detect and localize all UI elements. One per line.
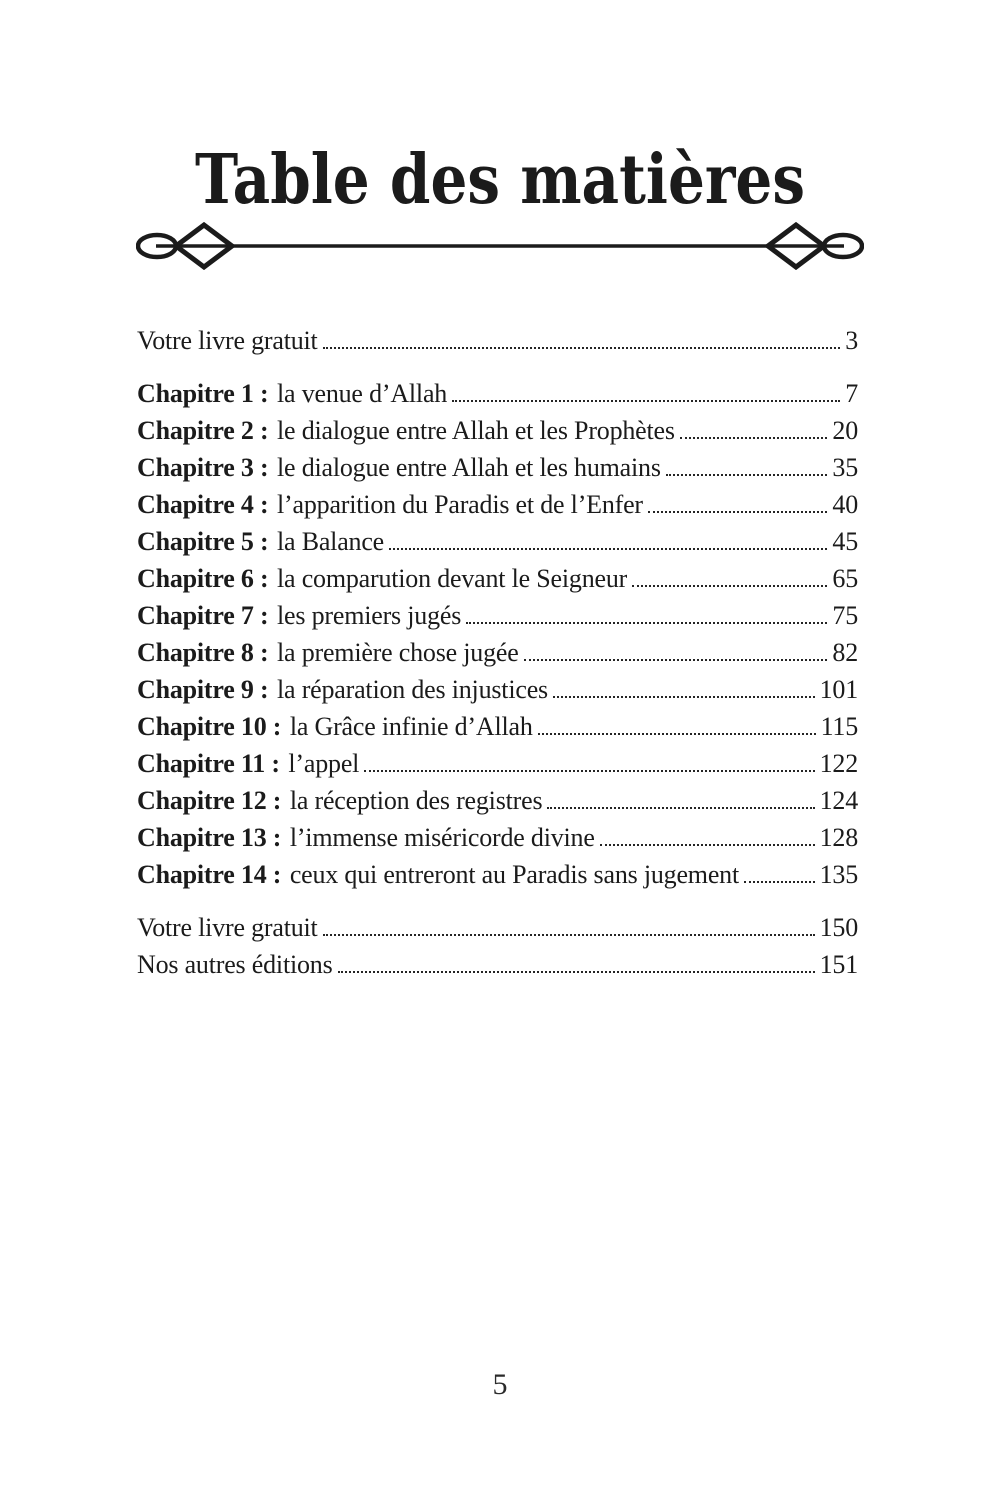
toc-entry <box>137 375 858 412</box>
toc-entry-chapter-label: Chapitre 9 : <box>137 675 269 704</box>
dot-leader <box>323 347 841 349</box>
toc-entry-chapter-label: Chapitre 14 : <box>137 860 282 889</box>
dot-leader <box>466 622 827 624</box>
dot-leader <box>632 585 827 587</box>
toc-entry-title: la Balance <box>277 527 385 556</box>
toc-entry <box>137 819 858 856</box>
toc-entry-chapter-label: Chapitre 10 : <box>137 712 282 741</box>
toc-entry-page-number: 45 <box>832 527 858 556</box>
dot-leader <box>338 971 815 973</box>
table-of-contents <box>137 322 858 983</box>
toc-entry <box>137 449 858 486</box>
toc-entry-page-number: 150 <box>819 913 858 942</box>
toc-entry-page-number: 35 <box>832 453 858 482</box>
toc-entry-page-number: 135 <box>819 860 858 889</box>
toc-entry-page-number: 7 <box>845 379 858 408</box>
toc-entry-title: la venue d’Allah <box>277 379 448 408</box>
ornamental-divider <box>136 222 864 270</box>
toc-entry <box>137 671 858 708</box>
toc-entry <box>137 856 858 893</box>
dot-leader <box>538 733 816 735</box>
toc-entry-chapter-label: Chapitre 4 : <box>137 490 269 519</box>
toc-entry-page-number: 128 <box>819 823 858 852</box>
toc-entry <box>137 946 858 983</box>
toc-entry-page-number: 124 <box>819 786 858 815</box>
dot-leader <box>680 437 828 439</box>
toc-entry-page-number: 151 <box>819 950 858 979</box>
dot-leader <box>452 400 840 402</box>
page-title: Table des matières <box>195 139 805 220</box>
toc-entry-page-number: 101 <box>819 675 858 704</box>
toc-entry-page-number: 115 <box>820 712 858 741</box>
toc-entry-chapter-label: Chapitre 13 : <box>137 823 282 852</box>
toc-entry-title: la première chose jugée <box>277 638 519 667</box>
toc-entry-chapter-label: Chapitre 8 : <box>137 638 269 667</box>
toc-section <box>137 375 858 893</box>
toc-section <box>137 909 858 983</box>
toc-entry-title: le dialogue entre Allah et les humains <box>277 453 661 482</box>
dot-leader <box>553 696 815 698</box>
toc-entry-title: ceux qui entreront au Paradis sans jugement <box>289 860 739 889</box>
toc-entry <box>137 322 858 359</box>
toc-entry <box>137 486 858 523</box>
toc-entry-page-number: 40 <box>832 490 858 519</box>
dot-leader <box>600 844 815 846</box>
toc-entry-title: la Grâce infinie d’Allah <box>289 712 533 741</box>
toc-entry <box>137 597 858 634</box>
toc-entry-page-number: 82 <box>832 638 858 667</box>
toc-entry <box>137 634 858 671</box>
toc-entry-title: la réception des registres <box>289 786 543 815</box>
toc-entry-chapter-label: Chapitre 7 : <box>137 601 269 630</box>
toc-entry-page-number: 3 <box>845 326 858 355</box>
toc-entry <box>137 745 858 782</box>
toc-entry-chapter-label: Chapitre 1 : <box>137 379 269 408</box>
toc-entry-chapter-label: Chapitre 5 : <box>137 527 269 556</box>
footer-page-number: 5 <box>492 1368 508 1401</box>
toc-entry-title: la réparation des injustices <box>277 675 548 704</box>
toc-entry-title: les premiers jugés <box>277 601 462 630</box>
toc-entry-title: l’apparition du Paradis et de l’Enfer <box>277 490 643 519</box>
dot-leader <box>666 474 828 476</box>
toc-entry <box>137 909 858 946</box>
toc-entry-title: l’immense miséricorde divine <box>289 823 595 852</box>
toc-entry-title: Votre livre gratuit <box>137 913 318 942</box>
toc-entry-chapter-label: Chapitre 2 : <box>137 416 269 445</box>
dot-leader <box>648 511 828 513</box>
toc-entry-chapter-label: Chapitre 11 : <box>137 749 280 778</box>
toc-entry <box>137 708 858 745</box>
toc-entry-page-number: 122 <box>819 749 858 778</box>
dot-leader <box>323 934 815 936</box>
toc-entry-title: la comparution devant le Seigneur <box>277 564 628 593</box>
toc-entry-page-number: 75 <box>832 601 858 630</box>
toc-entry-title: le dialogue entre Allah et les Prophètes <box>277 416 675 445</box>
toc-entry-title: Nos autres éditions <box>137 950 333 979</box>
dot-leader <box>547 807 814 809</box>
toc-entry-page-number: 20 <box>832 416 858 445</box>
dot-leader <box>744 881 815 883</box>
toc-entry-chapter-label: Chapitre 12 : <box>137 786 282 815</box>
toc-entry <box>137 523 858 560</box>
toc-entry-page-number: 65 <box>832 564 858 593</box>
toc-entry <box>137 560 858 597</box>
dot-leader <box>364 770 814 772</box>
toc-entry-chapter-label: Chapitre 6 : <box>137 564 269 593</box>
toc-entry <box>137 412 858 449</box>
ornamental-divider-icon <box>136 222 864 270</box>
toc-entry-title: Votre livre gratuit <box>137 326 318 355</box>
toc-entry-title: l’appel <box>288 749 360 778</box>
dot-leader <box>389 548 827 550</box>
dot-leader <box>524 659 828 661</box>
toc-section <box>137 322 858 359</box>
toc-entry <box>137 782 858 819</box>
toc-entry-chapter-label: Chapitre 3 : <box>137 453 269 482</box>
